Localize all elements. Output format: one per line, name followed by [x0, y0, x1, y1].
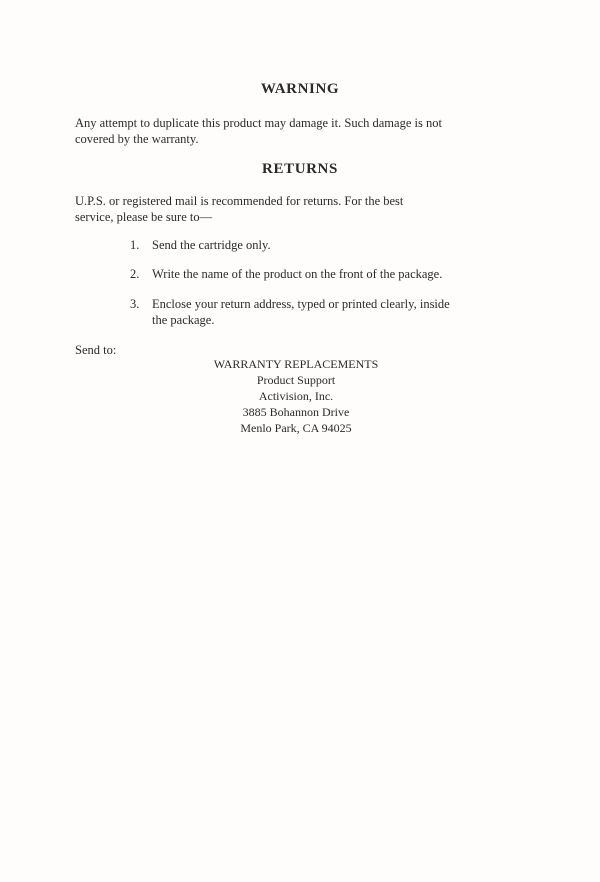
- warning-paragraph: [75, 115, 535, 147]
- address-line: Product Support: [256, 373, 336, 387]
- returns-list-item: [130, 237, 530, 253]
- returns-list-item: [130, 266, 530, 282]
- list-item-text: Enclose your return address, typed or printed clearly, inside: [152, 297, 450, 311]
- warning-line-2: covered by the warranty.: [75, 132, 199, 146]
- send-to-label: Send to:: [75, 343, 117, 357]
- returns-intro: [75, 193, 535, 225]
- list-item-number: 1.: [130, 238, 140, 252]
- address-line: Menlo Park, CA 94025: [240, 421, 352, 435]
- list-item-text: Send the cartridge only.: [152, 238, 271, 252]
- list-item-continuation: the package.: [152, 313, 215, 327]
- returns-list-item: [130, 296, 530, 328]
- list-item-text: Write the name of the product on the front of the package.: [152, 267, 443, 281]
- mailing-address: [0, 356, 592, 436]
- warning-heading: WARNING: [260, 81, 340, 97]
- returns-heading: RETURNS: [262, 161, 338, 177]
- address-line: WARRANTY REPLACEMENTS: [213, 357, 379, 371]
- returns-intro-line-1: U.P.S. or registered mail is recommended for returns. For the best: [75, 194, 404, 208]
- address-line: Activision, Inc.: [258, 389, 334, 403]
- list-item-number: 2.: [130, 267, 140, 281]
- list-item-number: 3.: [130, 297, 140, 311]
- address-line: 3885 Bohannon Drive: [242, 405, 350, 419]
- returns-intro-line-2: service, please be sure to—: [75, 210, 213, 224]
- warning-line-1: Any attempt to duplicate this product may damage it. Such damage is not: [75, 116, 442, 130]
